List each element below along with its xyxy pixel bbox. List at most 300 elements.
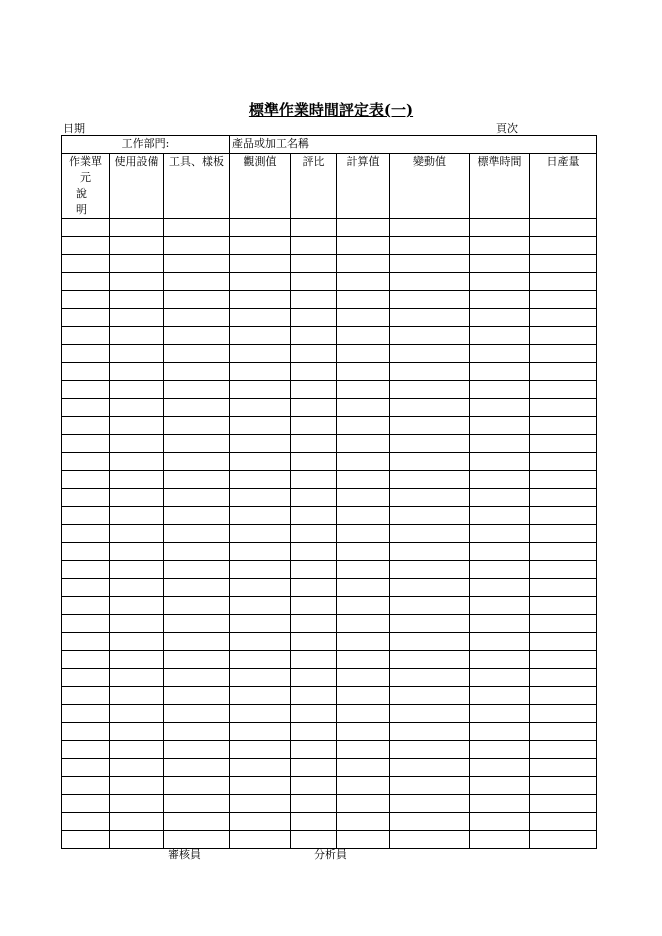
table-cell[interactable] [164,597,230,615]
table-cell[interactable] [110,291,164,309]
table-cell[interactable] [230,777,291,795]
table-cell[interactable] [164,561,230,579]
table-cell[interactable] [164,507,230,525]
table-cell[interactable] [470,219,530,237]
table-cell[interactable] [390,255,470,273]
table-cell[interactable] [470,309,530,327]
table-cell[interactable] [164,435,230,453]
table-cell[interactable] [337,399,390,417]
table-cell[interactable] [291,741,337,759]
table-cell[interactable] [110,741,164,759]
table-cell[interactable] [337,237,390,255]
table-cell[interactable] [164,759,230,777]
table-cell[interactable] [110,687,164,705]
table-cell[interactable] [291,237,337,255]
table-cell[interactable] [110,417,164,435]
table-cell[interactable] [390,687,470,705]
table-cell[interactable] [164,705,230,723]
table-cell[interactable] [337,723,390,741]
table-cell[interactable] [62,795,110,813]
table-cell[interactable] [62,831,110,849]
table-cell[interactable] [110,795,164,813]
table-cell[interactable] [337,687,390,705]
table-cell[interactable] [164,399,230,417]
table-cell[interactable] [337,615,390,633]
table-cell[interactable] [110,597,164,615]
table-cell[interactable] [62,651,110,669]
table-cell[interactable] [164,579,230,597]
table-cell[interactable] [291,687,337,705]
table-cell[interactable] [337,273,390,291]
table-cell[interactable] [337,669,390,687]
table-cell[interactable] [390,435,470,453]
table-cell[interactable] [164,453,230,471]
table-cell[interactable] [390,813,470,831]
table-cell[interactable] [230,291,291,309]
table-cell[interactable] [164,795,230,813]
table-cell[interactable] [530,795,597,813]
table-cell[interactable] [337,705,390,723]
table-cell[interactable] [291,615,337,633]
table-cell[interactable] [62,597,110,615]
table-cell[interactable] [291,561,337,579]
table-cell[interactable] [530,831,597,849]
table-cell[interactable] [530,255,597,273]
table-cell[interactable] [390,561,470,579]
table-cell[interactable] [230,813,291,831]
table-cell[interactable] [337,255,390,273]
table-cell[interactable] [110,273,164,291]
table-cell[interactable] [230,453,291,471]
table-cell[interactable] [470,543,530,561]
table-cell[interactable] [470,777,530,795]
table-cell[interactable] [110,381,164,399]
table-cell[interactable] [110,489,164,507]
table-cell[interactable] [337,471,390,489]
table-cell[interactable] [530,435,597,453]
table-cell[interactable] [110,399,164,417]
table-cell[interactable] [164,687,230,705]
table-cell[interactable] [164,291,230,309]
table-cell[interactable] [470,435,530,453]
table-cell[interactable] [390,579,470,597]
table-cell[interactable] [230,363,291,381]
table-cell[interactable] [230,705,291,723]
table-cell[interactable] [530,759,597,777]
table-cell[interactable] [530,363,597,381]
table-cell[interactable] [530,597,597,615]
table-cell[interactable] [110,309,164,327]
table-cell[interactable] [470,687,530,705]
table-cell[interactable] [470,705,530,723]
table-cell[interactable] [530,633,597,651]
table-cell[interactable] [390,471,470,489]
table-cell[interactable] [291,597,337,615]
table-cell[interactable] [230,741,291,759]
table-cell[interactable] [230,831,291,849]
table-cell[interactable] [530,309,597,327]
table-cell[interactable] [530,345,597,363]
table-cell[interactable] [62,777,110,795]
table-cell[interactable] [110,525,164,543]
table-cell[interactable] [337,309,390,327]
table-cell[interactable] [470,525,530,543]
table-cell[interactable] [337,345,390,363]
table-cell[interactable] [337,453,390,471]
table-cell[interactable] [470,291,530,309]
table-cell[interactable] [470,507,530,525]
table-cell[interactable] [110,219,164,237]
table-cell[interactable] [530,561,597,579]
table-cell[interactable] [62,741,110,759]
table-cell[interactable] [230,651,291,669]
table-cell[interactable] [470,597,530,615]
table-cell[interactable] [530,723,597,741]
table-cell[interactable] [337,417,390,435]
table-cell[interactable] [337,813,390,831]
table-cell[interactable] [164,615,230,633]
table-cell[interactable] [470,453,530,471]
table-cell[interactable] [62,273,110,291]
table-cell[interactable] [337,579,390,597]
table-cell[interactable] [62,687,110,705]
table-cell[interactable] [291,219,337,237]
table-cell[interactable] [337,597,390,615]
table-cell[interactable] [164,255,230,273]
table-cell[interactable] [230,723,291,741]
table-cell[interactable] [291,363,337,381]
table-cell[interactable] [390,453,470,471]
table-cell[interactable] [530,417,597,435]
table-cell[interactable] [470,615,530,633]
table-cell[interactable] [530,507,597,525]
table-cell[interactable] [110,813,164,831]
table-cell[interactable] [530,489,597,507]
table-cell[interactable] [470,831,530,849]
table-cell[interactable] [62,813,110,831]
table-cell[interactable] [470,741,530,759]
table-cell[interactable] [390,741,470,759]
table-cell[interactable] [390,381,470,399]
table-cell[interactable] [62,723,110,741]
table-cell[interactable] [62,363,110,381]
table-cell[interactable] [110,327,164,345]
table-cell[interactable] [291,255,337,273]
table-cell[interactable] [164,345,230,363]
table-cell[interactable] [291,435,337,453]
table-cell[interactable] [230,435,291,453]
table-cell[interactable] [390,615,470,633]
product-name-field[interactable] [230,136,597,154]
table-cell[interactable] [530,471,597,489]
table-cell[interactable] [62,669,110,687]
table-cell[interactable] [337,525,390,543]
table-cell[interactable] [291,777,337,795]
table-cell[interactable] [337,777,390,795]
table-cell[interactable] [230,525,291,543]
table-cell[interactable] [390,399,470,417]
table-cell[interactable] [230,381,291,399]
table-cell[interactable] [530,291,597,309]
table-cell[interactable] [230,597,291,615]
table-cell[interactable] [110,831,164,849]
table-cell[interactable] [110,615,164,633]
table-cell[interactable] [390,417,470,435]
table-cell[interactable] [110,651,164,669]
table-cell[interactable] [110,777,164,795]
table-cell[interactable] [470,237,530,255]
table-cell[interactable] [291,579,337,597]
table-cell[interactable] [164,741,230,759]
table-cell[interactable] [230,327,291,345]
table-cell[interactable] [470,381,530,399]
table-cell[interactable] [291,507,337,525]
table-cell[interactable] [110,345,164,363]
table-cell[interactable] [164,525,230,543]
table-cell[interactable] [110,705,164,723]
table-cell[interactable] [337,435,390,453]
table-cell[interactable] [390,543,470,561]
table-cell[interactable] [291,633,337,651]
table-cell[interactable] [337,381,390,399]
table-cell[interactable] [164,309,230,327]
table-cell[interactable] [390,651,470,669]
table-cell[interactable] [470,345,530,363]
table-cell[interactable] [164,813,230,831]
table-cell[interactable] [62,219,110,237]
table-cell[interactable] [164,669,230,687]
table-cell[interactable] [530,543,597,561]
table-cell[interactable] [230,255,291,273]
table-cell[interactable] [230,561,291,579]
table-cell[interactable] [291,651,337,669]
table-cell[interactable] [230,273,291,291]
table-cell[interactable] [291,759,337,777]
table-cell[interactable] [390,777,470,795]
table-cell[interactable] [62,543,110,561]
table-cell[interactable] [470,669,530,687]
table-cell[interactable] [390,219,470,237]
table-cell[interactable] [530,651,597,669]
table-cell[interactable] [62,255,110,273]
table-cell[interactable] [390,363,470,381]
table-cell[interactable] [110,579,164,597]
table-cell[interactable] [530,669,597,687]
table-cell[interactable] [337,741,390,759]
table-cell[interactable] [470,633,530,651]
table-cell[interactable] [337,489,390,507]
table-cell[interactable] [390,309,470,327]
table-cell[interactable] [470,327,530,345]
table-cell[interactable] [470,399,530,417]
table-cell[interactable] [291,309,337,327]
table-cell[interactable] [291,489,337,507]
table-cell[interactable] [530,813,597,831]
table-cell[interactable] [291,417,337,435]
table-cell[interactable] [164,471,230,489]
table-cell[interactable] [390,525,470,543]
table-cell[interactable] [337,795,390,813]
table-cell[interactable] [62,399,110,417]
table-cell[interactable] [291,381,337,399]
table-cell[interactable] [230,399,291,417]
table-cell[interactable] [110,471,164,489]
table-cell[interactable] [230,687,291,705]
table-cell[interactable] [110,633,164,651]
table-cell[interactable] [164,633,230,651]
table-cell[interactable] [337,363,390,381]
table-cell[interactable] [291,291,337,309]
table-cell[interactable] [291,813,337,831]
table-cell[interactable] [530,525,597,543]
table-cell[interactable] [530,579,597,597]
table-cell[interactable] [337,507,390,525]
table-cell[interactable] [470,489,530,507]
table-cell[interactable] [230,507,291,525]
table-cell[interactable] [337,651,390,669]
table-cell[interactable] [110,723,164,741]
table-cell[interactable] [62,327,110,345]
table-cell[interactable] [291,453,337,471]
table-cell[interactable] [164,381,230,399]
table-cell[interactable] [230,615,291,633]
table-cell[interactable] [164,651,230,669]
table-cell[interactable] [230,219,291,237]
table-cell[interactable] [390,489,470,507]
table-cell[interactable] [62,345,110,363]
table-cell[interactable] [337,759,390,777]
table-cell[interactable] [230,669,291,687]
table-cell[interactable] [230,579,291,597]
table-cell[interactable] [390,669,470,687]
table-cell[interactable] [530,381,597,399]
table-cell[interactable] [230,633,291,651]
table-cell[interactable] [110,255,164,273]
table-cell[interactable] [470,273,530,291]
table-cell[interactable] [337,561,390,579]
table-cell[interactable] [62,381,110,399]
table-cell[interactable] [470,795,530,813]
table-cell[interactable] [291,543,337,561]
table-cell[interactable] [530,705,597,723]
table-cell[interactable] [390,759,470,777]
table-cell[interactable] [291,705,337,723]
table-cell[interactable] [470,813,530,831]
table-cell[interactable] [230,309,291,327]
table-cell[interactable] [230,489,291,507]
table-cell[interactable] [390,273,470,291]
table-cell[interactable] [164,237,230,255]
table-cell[interactable] [390,831,470,849]
table-cell[interactable] [62,507,110,525]
table-cell[interactable] [291,669,337,687]
table-cell[interactable] [530,741,597,759]
table-cell[interactable] [337,291,390,309]
table-cell[interactable] [390,723,470,741]
table-cell[interactable] [110,453,164,471]
table-cell[interactable] [62,759,110,777]
table-cell[interactable] [390,291,470,309]
table-cell[interactable] [164,219,230,237]
table-cell[interactable] [164,363,230,381]
table-cell[interactable] [62,237,110,255]
table-cell[interactable] [230,543,291,561]
department-field[interactable] [62,136,230,154]
table-cell[interactable] [164,777,230,795]
table-cell[interactable] [291,471,337,489]
table-cell[interactable] [530,399,597,417]
table-cell[interactable] [470,759,530,777]
table-cell[interactable] [530,453,597,471]
table-cell[interactable] [62,291,110,309]
table-cell[interactable] [291,273,337,291]
table-cell[interactable] [110,759,164,777]
table-cell[interactable] [164,273,230,291]
table-cell[interactable] [470,255,530,273]
table-cell[interactable] [230,759,291,777]
table-cell[interactable] [230,471,291,489]
table-cell[interactable] [62,489,110,507]
table-cell[interactable] [291,327,337,345]
table-cell[interactable] [390,597,470,615]
table-cell[interactable] [110,561,164,579]
table-cell[interactable] [230,795,291,813]
table-cell[interactable] [291,723,337,741]
table-cell[interactable] [390,327,470,345]
table-cell[interactable] [110,363,164,381]
table-cell[interactable] [62,633,110,651]
table-cell[interactable] [230,417,291,435]
table-cell[interactable] [470,579,530,597]
table-cell[interactable] [530,615,597,633]
table-cell[interactable] [62,561,110,579]
table-cell[interactable] [530,687,597,705]
table-cell[interactable] [390,507,470,525]
table-cell[interactable] [164,543,230,561]
table-cell[interactable] [62,471,110,489]
table-cell[interactable] [390,795,470,813]
table-cell[interactable] [110,507,164,525]
table-cell[interactable] [390,237,470,255]
table-cell[interactable] [62,579,110,597]
table-cell[interactable] [110,435,164,453]
table-cell[interactable] [164,723,230,741]
table-cell[interactable] [530,237,597,255]
table-cell[interactable] [164,489,230,507]
table-cell[interactable] [291,399,337,417]
table-cell[interactable] [470,471,530,489]
table-cell[interactable] [530,327,597,345]
table-cell[interactable] [390,345,470,363]
table-cell[interactable] [470,651,530,669]
table-cell[interactable] [337,543,390,561]
table-cell[interactable] [337,219,390,237]
table-cell[interactable] [230,237,291,255]
table-cell[interactable] [470,363,530,381]
table-cell[interactable] [291,525,337,543]
table-cell[interactable] [337,633,390,651]
table-cell[interactable] [62,705,110,723]
table-cell[interactable] [291,795,337,813]
table-cell[interactable] [530,273,597,291]
table-cell[interactable] [62,435,110,453]
table-cell[interactable] [164,327,230,345]
table-cell[interactable] [62,309,110,327]
table-cell[interactable] [164,417,230,435]
table-cell[interactable] [390,705,470,723]
table-cell[interactable] [470,723,530,741]
table-cell[interactable] [470,561,530,579]
